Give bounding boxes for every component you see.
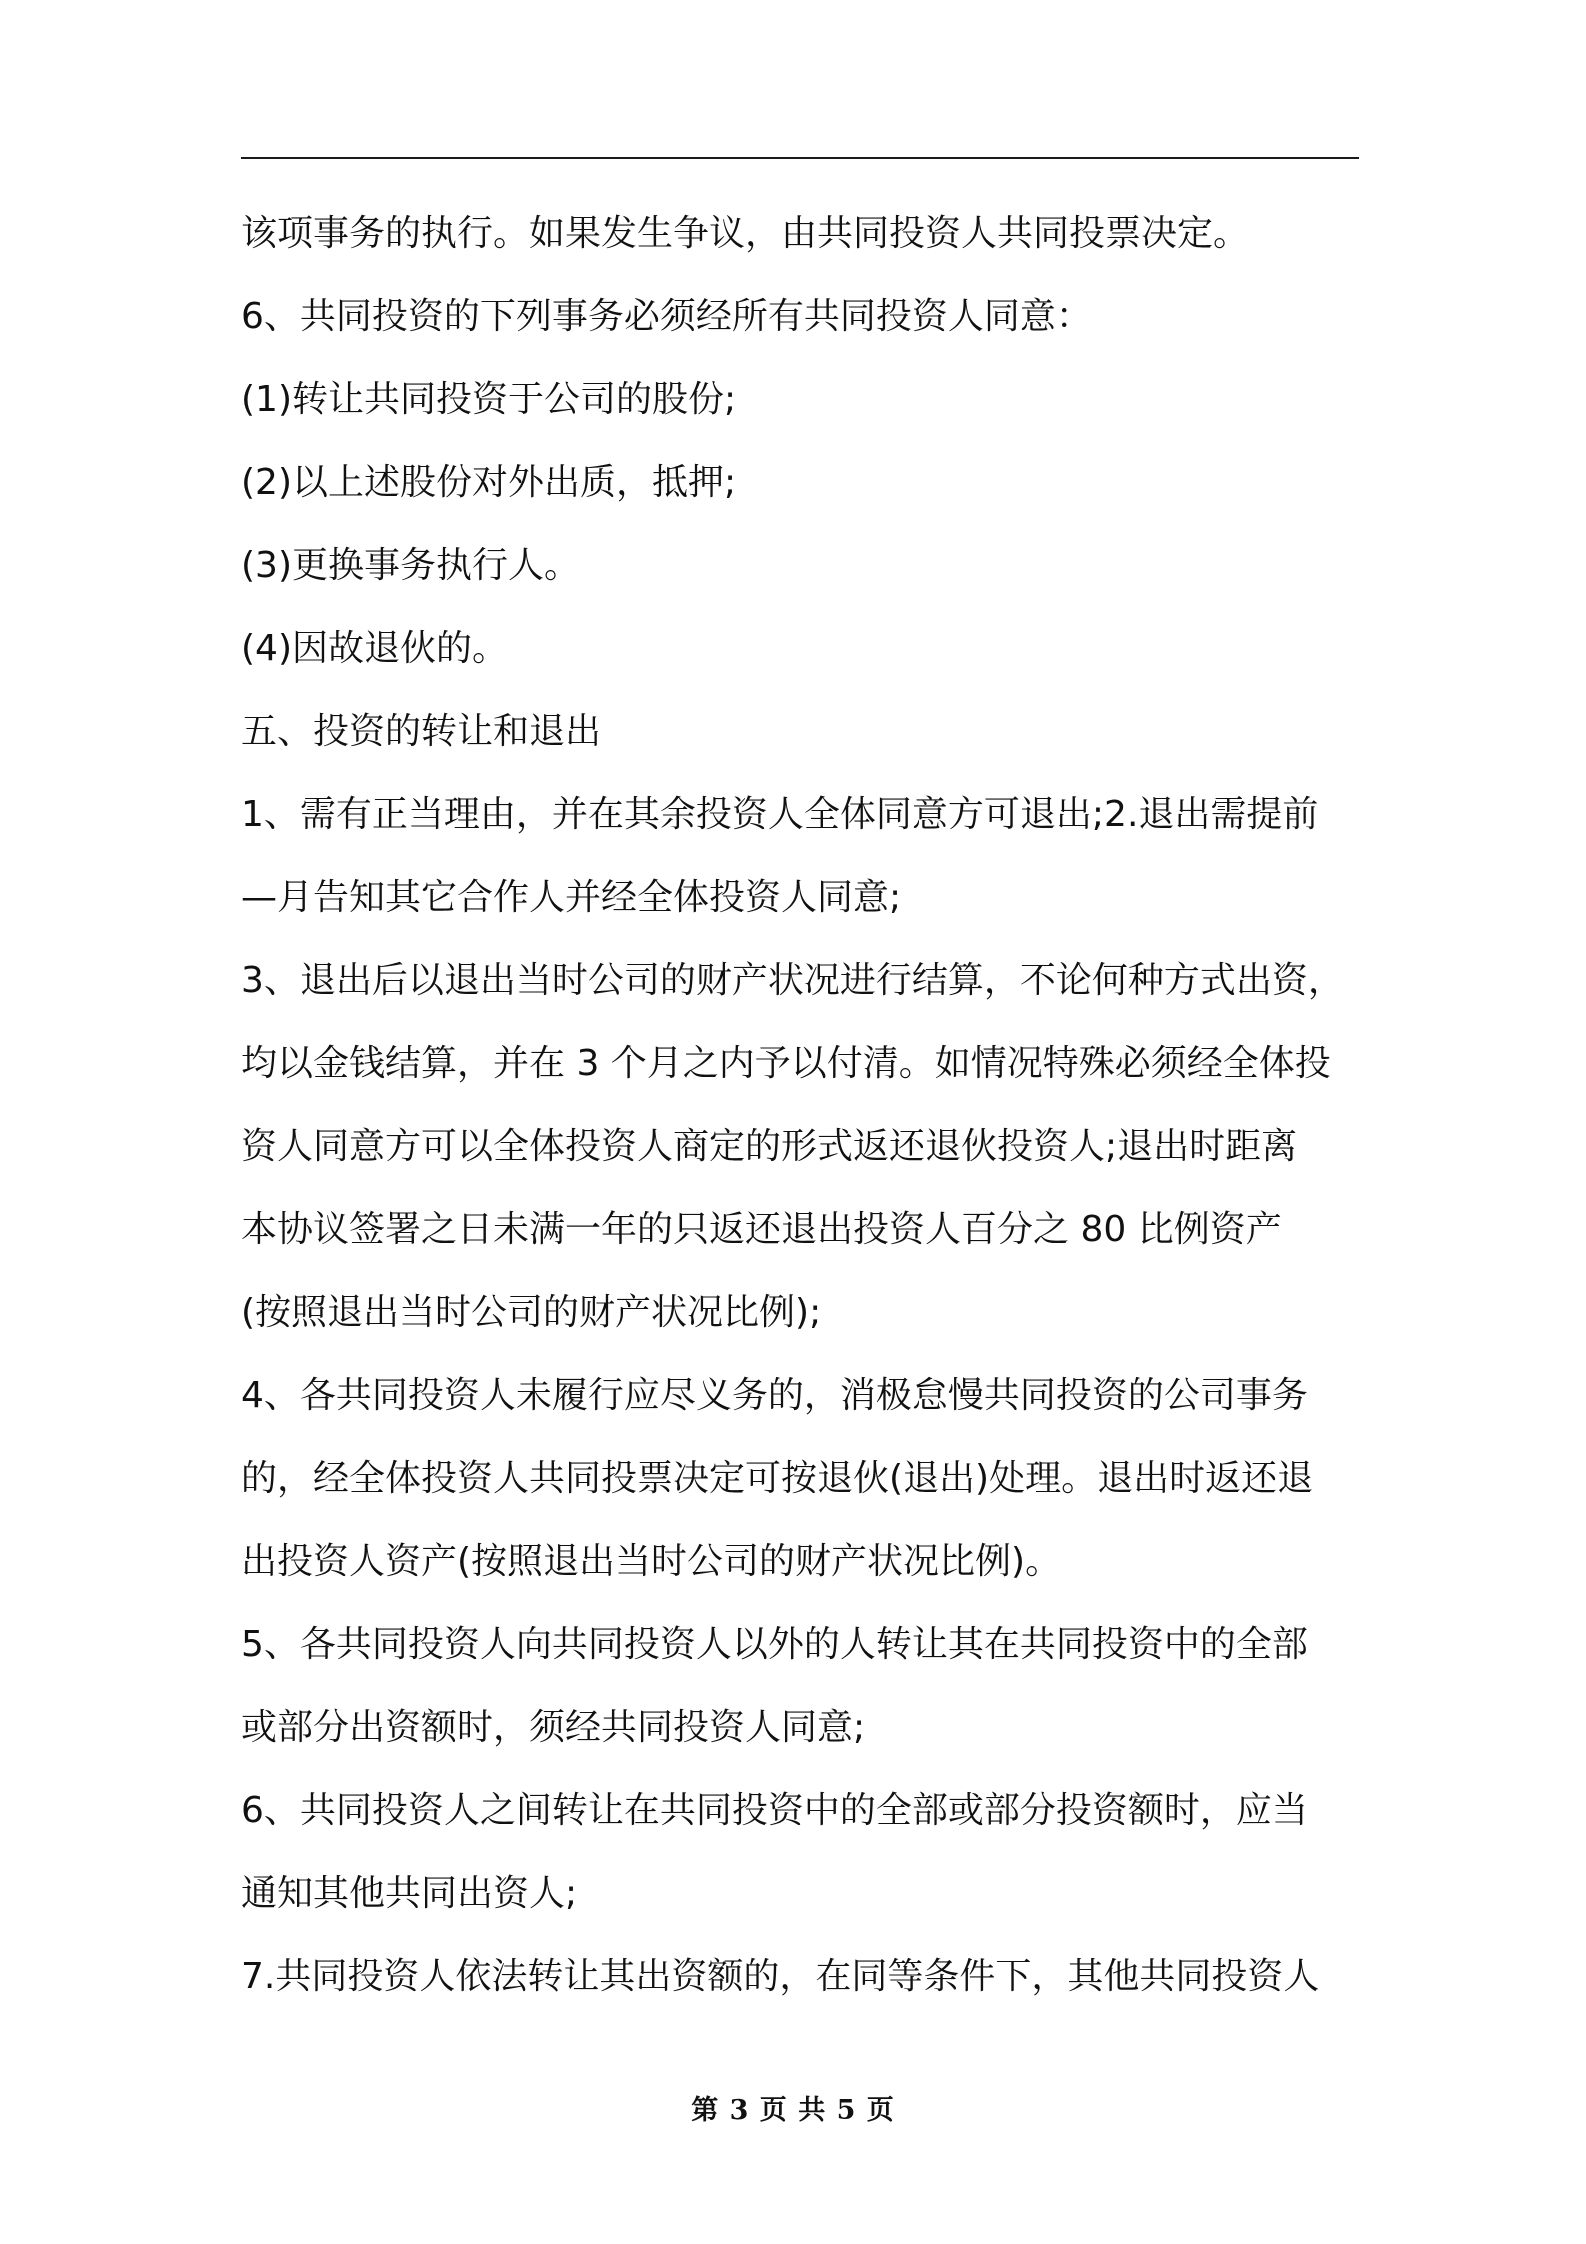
body-line: (按照退出当时公司的财产状况比例); xyxy=(241,1292,822,1333)
body-line: 通知其他共同出资人; xyxy=(241,1873,578,1914)
body-line: 6、共同投资人之间转让在共同投资中的全部或部分投资额时，应当 xyxy=(241,1790,1308,1831)
body-line: 6、共同投资的下列事务必须经所有共同投资人同意： xyxy=(241,296,1092,337)
header-divider xyxy=(241,157,1359,159)
body-line: (4)因故退伙的。 xyxy=(241,628,508,669)
body-line: 均以金钱结算，并在 3 个月之内予以付清。如情况特殊必须经全体投 xyxy=(241,1043,1331,1084)
body-line: 7.共同投资人依法转让其出资额的，在同等条件下，其他共同投资人 xyxy=(241,1956,1320,1997)
body-line: 本协议签署之日未满一年的只返还退出投资人百分之 80 比例资产 xyxy=(241,1209,1282,1250)
body-line: 4、各共同投资人未履行应尽义务的，消极怠慢共同投资的公司事务 xyxy=(241,1375,1308,1416)
body-line: 3、退出后以退出当时公司的财产状况进行结算，不论何种方式出资， xyxy=(241,960,1344,1001)
body-line: 或部分出资额时，须经共同投资人同意; xyxy=(241,1707,866,1748)
body-line: 该项事务的执行。如果发生争议，由共同投资人共同投票决定。 xyxy=(241,213,1250,254)
body-line: 1、需有正当理由，并在其余投资人全体同意方可退出;2.退出需提前 xyxy=(241,794,1319,835)
body-line: 5、各共同投资人向共同投资人以外的人转让其在共同投资中的全部 xyxy=(241,1624,1308,1665)
body-line: (1)转让共同投资于公司的股份; xyxy=(241,379,737,420)
body-line: —月告知其它合作人并经全体投资人同意; xyxy=(241,877,902,918)
body-line: (3)更换事务执行人。 xyxy=(241,545,580,586)
body-line: 出投资人资产(按照退出当时公司的财产状况比例)。 xyxy=(241,1541,1062,1582)
body-line: 的，经全体投资人共同投票决定可按退伙(退出)处理。退出时返还退 xyxy=(241,1458,1314,1499)
document-body xyxy=(241,192,1359,2018)
section-heading: 五、投资的转让和退出 xyxy=(241,711,602,752)
body-line: (2)以上述股份对外出质，抵押; xyxy=(241,462,737,503)
body-line: 资人同意方可以全体投资人商定的形式返还退伙投资人;退出时距离 xyxy=(241,1126,1298,1167)
page-number-footer: 第 3 页 共 5 页 xyxy=(691,2095,895,2126)
